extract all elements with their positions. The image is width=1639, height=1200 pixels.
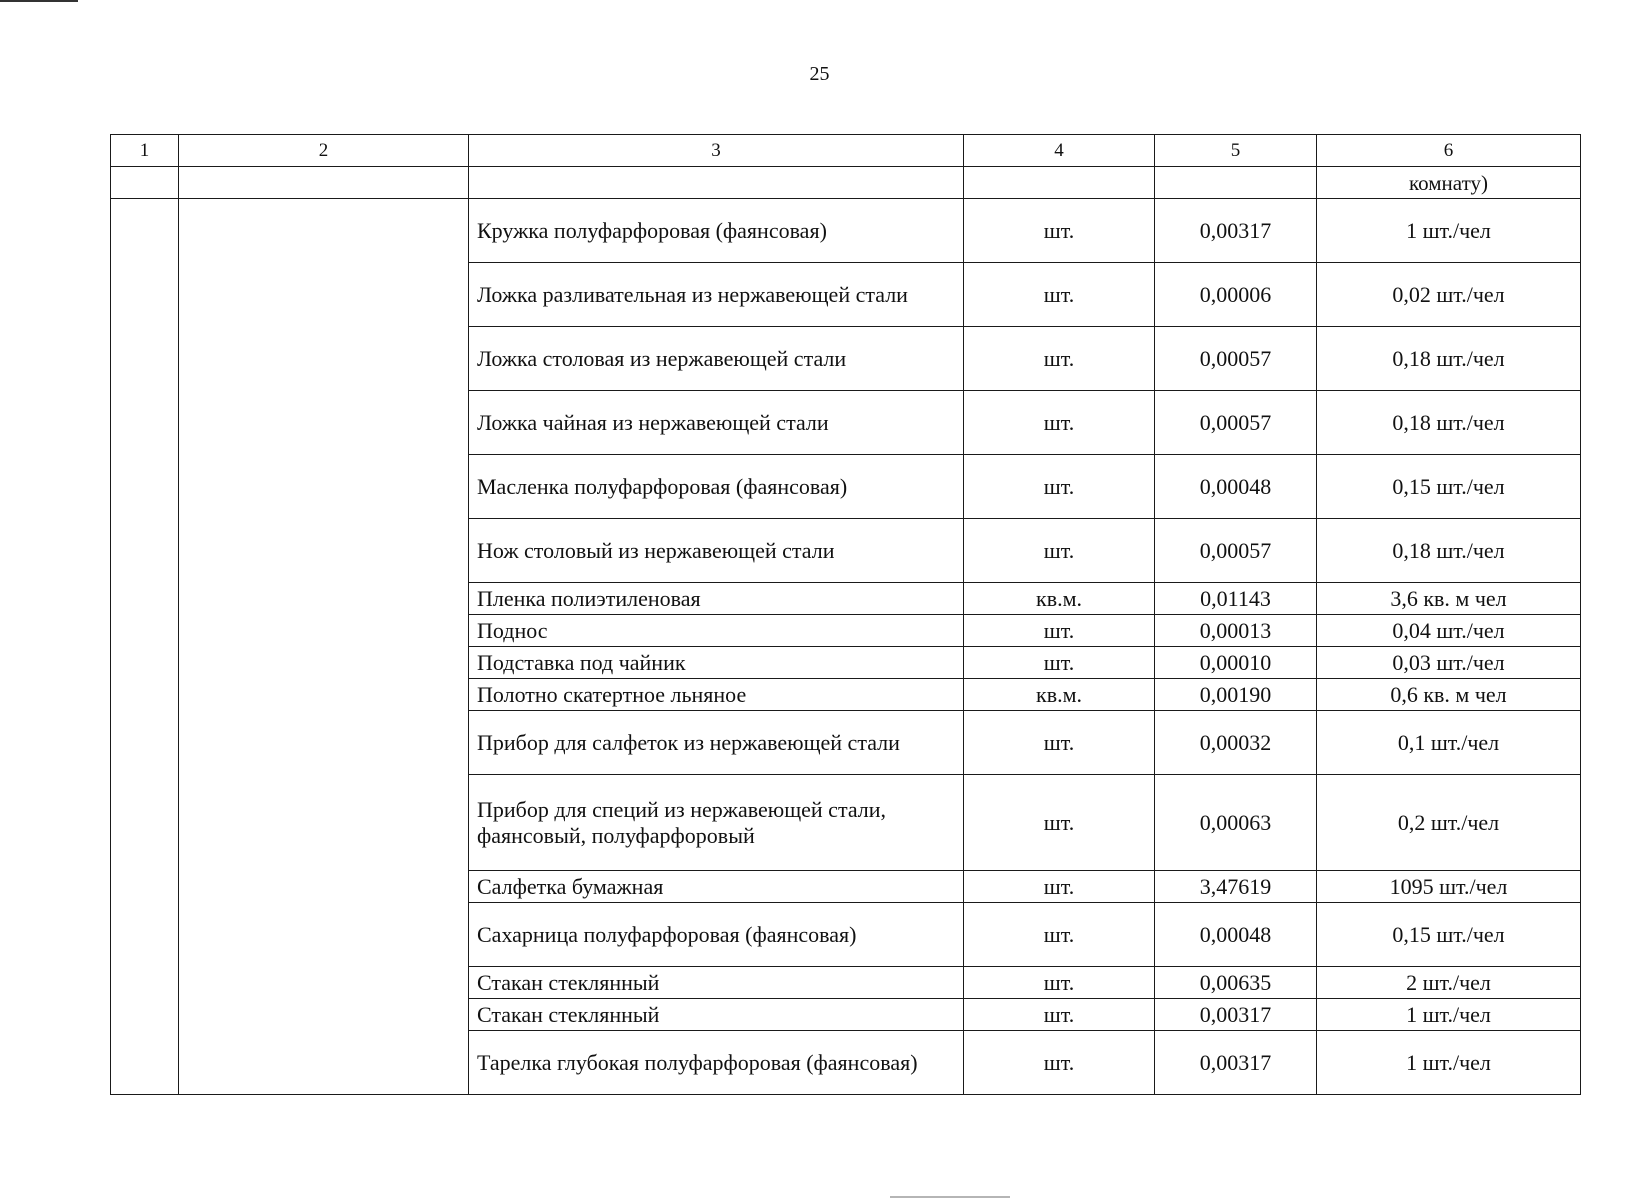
item-unit: шт. [964,871,1155,903]
item-value: 0,00190 [1155,679,1317,711]
header-row [111,135,1581,167]
item-norm: 0,1 шт./чел [1317,711,1581,775]
item-unit: шт. [964,775,1155,871]
item-value: 0,00317 [1155,199,1317,263]
item-value: 0,00010 [1155,647,1317,679]
item-norm: 1095 шт./чел [1317,871,1581,903]
item-name: Масленка полуфарфоровая (фаянсовая) [469,455,964,519]
continuation-row [111,167,1581,199]
item-value: 0,01143 [1155,583,1317,615]
page-number: 25 [809,63,830,85]
item-value: 0,00057 [1155,391,1317,455]
item-unit: шт. [964,647,1155,679]
item-norm: 0,15 шт./чел [1317,903,1581,967]
item-name: Ложка чайная из нержавеющей стали [469,391,964,455]
item-value: 0,00048 [1155,903,1317,967]
item-name: Подставка под чайник [469,647,964,679]
continuation-text: комнату) [1317,167,1581,199]
empty-cell [964,167,1155,199]
item-norm: 0,18 шт./чел [1317,519,1581,583]
header-cell: 3 [469,135,964,167]
item-name: Прибор для салфеток из нержавеющей стали [469,711,964,775]
item-norm: 0,02 шт./чел [1317,263,1581,327]
item-unit: шт. [964,519,1155,583]
item-unit: кв.м. [964,583,1155,615]
item-name: Ложка разливательная из нержавеющей стали [469,263,964,327]
item-unit: шт. [964,1031,1155,1095]
item-unit: шт. [964,711,1155,775]
item-unit: шт. [964,391,1155,455]
merged-empty-cell-1 [111,199,179,1095]
item-unit: шт. [964,455,1155,519]
table-row [111,199,1581,263]
item-value: 0,00048 [1155,455,1317,519]
item-name: Стакан стеклянный [469,967,964,999]
item-unit: шт. [964,903,1155,967]
item-norm: 0,18 шт./чел [1317,327,1581,391]
item-value: 0,00013 [1155,615,1317,647]
item-norm: 0,03 шт./чел [1317,647,1581,679]
item-norm: 0,6 кв. м чел [1317,679,1581,711]
item-norm: 0,2 шт./чел [1317,775,1581,871]
empty-cell [179,167,469,199]
header-cell: 6 [1317,135,1581,167]
item-name: Салфетка бумажная [469,871,964,903]
item-norm: 1 шт./чел [1317,199,1581,263]
header-cell: 2 [179,135,469,167]
item-unit: шт. [964,999,1155,1031]
item-unit: шт. [964,967,1155,999]
item-name: Пленка полиэтиленовая [469,583,964,615]
item-value: 0,00063 [1155,775,1317,871]
norms-table [110,134,1581,1095]
empty-cell [111,167,179,199]
merged-empty-cell-2 [179,199,469,1095]
item-unit: шт. [964,199,1155,263]
item-value: 0,00317 [1155,999,1317,1031]
item-value: 0,00635 [1155,967,1317,999]
item-value: 0,00006 [1155,263,1317,327]
scan-edge-mark [890,1196,1010,1198]
item-norm: 1 шт./чел [1317,1031,1581,1095]
item-norm: 0,15 шт./чел [1317,455,1581,519]
item-unit: шт. [964,327,1155,391]
item-unit: кв.м. [964,679,1155,711]
item-name: Полотно скатертное льняное [469,679,964,711]
item-norm: 2 шт./чел [1317,967,1581,999]
item-value: 0,00032 [1155,711,1317,775]
empty-cell [469,167,964,199]
item-value: 0,00317 [1155,1031,1317,1095]
item-name: Прибор для специй из нержавеющей стали, фаянсовый, полуфарфоровый [469,775,964,871]
scan-edge-mark [0,0,78,2]
item-name: Нож столовый из нержавеющей стали [469,519,964,583]
header-cell: 4 [964,135,1155,167]
header-cell: 5 [1155,135,1317,167]
item-unit: шт. [964,263,1155,327]
item-name: Ложка столовая из нержавеющей стали [469,327,964,391]
item-value: 3,47619 [1155,871,1317,903]
item-norm: 1 шт./чел [1317,999,1581,1031]
item-norm: 3,6 кв. м чел [1317,583,1581,615]
item-name: Кружка полуфарфоровая (фаянсовая) [469,199,964,263]
item-name: Поднос [469,615,964,647]
item-name: Стакан стеклянный [469,999,964,1031]
item-unit: шт. [964,615,1155,647]
item-norm: 0,04 шт./чел [1317,615,1581,647]
header-cell: 1 [111,135,179,167]
item-value: 0,00057 [1155,327,1317,391]
item-name: Сахарница полуфарфоровая (фаянсовая) [469,903,964,967]
item-name: Тарелка глубокая полуфарфоровая (фаянсовая) [469,1031,964,1095]
empty-cell [1155,167,1317,199]
item-value: 0,00057 [1155,519,1317,583]
item-norm: 0,18 шт./чел [1317,391,1581,455]
